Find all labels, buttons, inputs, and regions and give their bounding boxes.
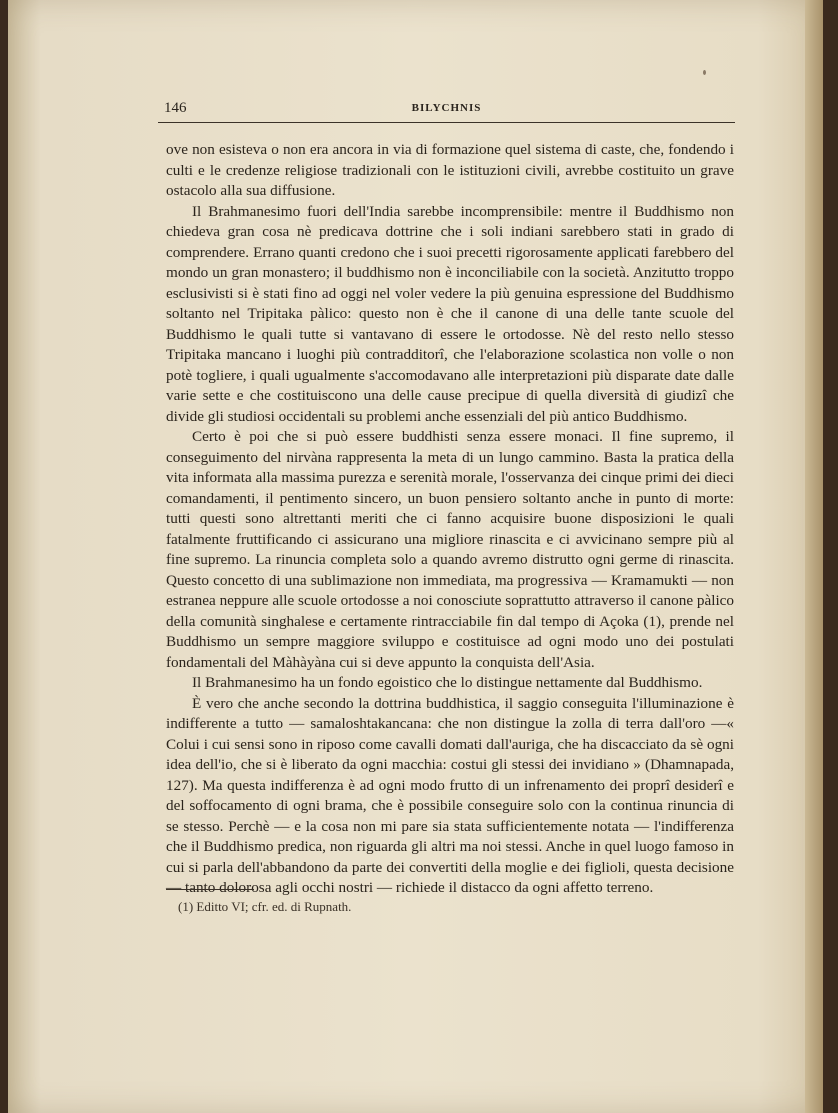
paragraph-1: ove non esisteva o non era ancora in via di formazione quel sistema di caste, che, fondendo i culti e le credenze religiose tradizionali con le istituzioni civili, avrebbe costituito un grave ostacolo alla sua diffusione. bbox=[166, 141, 734, 199]
page-edge bbox=[805, 0, 823, 1113]
paragraph-4: Il Brahmanesimo ha un fondo egoistico che lo distingue nettamente dal Buddhismo. bbox=[192, 674, 703, 691]
page-number: 146 bbox=[164, 100, 187, 116]
running-title: BILYCHNIS bbox=[411, 102, 482, 114]
paragraph-5: È vero che anche secondo la dottrina buddhistica, il saggio conseguita l'illuminazione è indifferente a tutto — samaloshtakancana: che non distingue la zolla di terra dall'oro —« Colui i cui sensi sono in riposo come cavalli domati dall'auriga, che ha discacciato da sè ogni idea dell'io, che si è liberato da ogni macchia: costui gli stessi dei invidiano » (Dhamnapada, 127). Ma questa indifferenza è ad ogni modo frutto di un infrenamento dei proprî desiderî e del soffocamento di ogni brama, che è possibile conseguire solo con la continua rinuncia di se stesso. Perchè — e la cosa non mi pare sia stata sufficientemente notata — l'indifferenza che il Buddhismo predica, non riguarda gli altri ma noi stessi. Anche in quel luogo famoso in cui si parla dell'abbandono da parte dei convertiti della moglie e dei figlioli, questa decisione — tanto dolorosa agli occhi nostri — richiede il distacco da ogni affetto terreno. bbox=[166, 694, 734, 896]
book-page bbox=[8, 0, 823, 1113]
paper-speck bbox=[703, 70, 706, 75]
paragraph-2: Il Brahmanesimo fuori dell'India sarebbe incomprensibile: mentre il Buddhismo non chiedeva gran cosa nè predicava dottrine che i soli indiani sarebbero stati in grado di comprendere. Errano quanti credono che i suoi precetti rigorosamente applicati farebbero del mondo un gran monastero; il buddhismo non è inconciliabile con la società. Anzitutto troppo esclusivisti si è stati fino ad oggi nel voler vedere la più genuina espressione del Buddhismo soltanto nel Tripitaka pàlico: questo non è che il canone di una delle tante scuole del Buddhismo le quali tutte si vantavano di essere le ortodosse. Nè del resto nello stesso Tripitaka mancano i luoghi più contradditorî, che l'elaborazione scolastica non volle o non potè togliere, i quali ugualmente s'accomodavano alle interpretazioni più disparate date dalle varie sette e che costituiscono una delle cause precipue di quella diversità di giudizî che divide gli studiosi occidentali su problemi anche essenziali del più antico Buddhismo. bbox=[166, 202, 734, 425]
paragraph-3: Certo è poi che si può essere buddhisti senza essere monaci. Il fine supremo, il conseguimento del nirvàna rappresenta la meta di un lungo cammino. Basta la pratica della vita informata alla massima purezza e serenità morale, l'osservanza dei cinque primi dei dieci comandamenti, il pentimento sincero, un buon pensiero soltanto anche in punto di morte: tutti questi sono altrettanti meriti che ci fanno acquisire buone disposizioni le quali fatalmente fruttificando ci assicurano una migliore rinascita e ci avvicinano sempre più al fine supremo. La rinuncia completa solo a quando avremo distrutto ogni germe di rinascita. Questo concetto di una sublimazione non immediata, ma progressiva — Kramamukti — non estranea neppure alle scuole ortodosse a noi conosciute soprattutto attraverso il canone pàlico della comunità singhalese e certamente rintracciabile fin dal tempo di Açoka (1), prende nel Buddhismo un sempre maggiore sviluppo e costituisce ad ogni modo uno dei postulati fondamentali del Màhàyàna cui si deve appunto la conquista dell'Asia. bbox=[166, 428, 734, 671]
page-header bbox=[158, 98, 735, 123]
body-text bbox=[166, 140, 734, 899]
footnote: (1) Editto VI; cfr. ed. di Rupnath. bbox=[178, 899, 352, 914]
footnote-rule bbox=[166, 889, 254, 890]
